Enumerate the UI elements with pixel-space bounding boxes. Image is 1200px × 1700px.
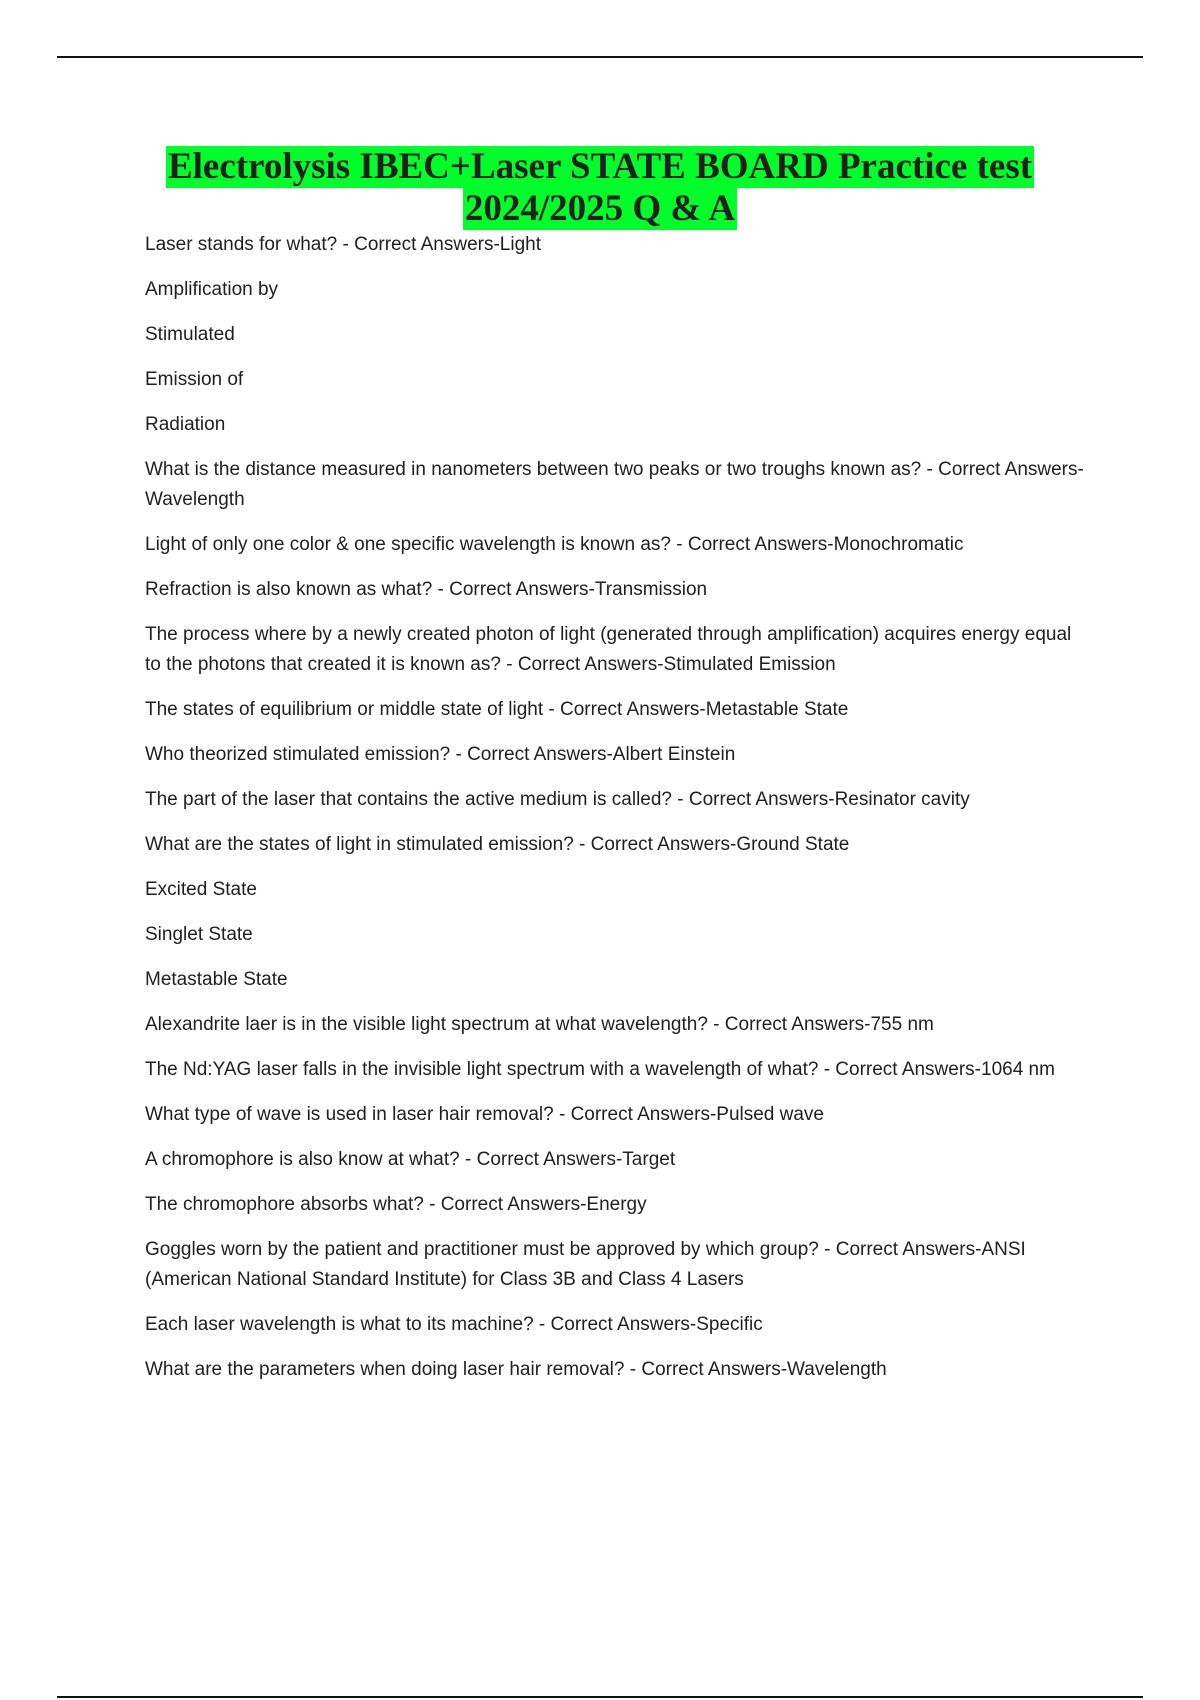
qa-paragraph: Who theorized stimulated emission? - Correct Answers-Albert Einstein bbox=[145, 744, 736, 765]
qa-paragraph: The process where by a newly created photon of light (generated through amplification) acquires energy equal to the photons that created it is known as? - Correct Answers-Stimulated Emission bbox=[145, 624, 1072, 675]
qa-paragraph: Metastable State bbox=[145, 969, 288, 990]
qa-paragraph: Goggles worn by the patient and practitioner must be approved by which group? - Correct Answers-ANSI (American National Standard Institute) for Class 3B and Class 4 Lasers bbox=[145, 1239, 1026, 1290]
qa-paragraph: Emission of bbox=[145, 369, 244, 390]
qa-paragraph: Excited State bbox=[145, 879, 257, 900]
qa-paragraph: Light of only one color & one specific wavelength is known as? - Correct Answers-Monochromatic bbox=[145, 534, 964, 555]
bottom-rule bbox=[57, 1696, 1143, 1698]
qa-paragraph: What is the distance measured in nanometers between two peaks or two troughs known as? - Correct Answers-Wavelength bbox=[145, 459, 1084, 510]
qa-paragraph: The states of equilibrium or middle state of light - Correct Answers-Metastable State bbox=[145, 699, 849, 720]
qa-paragraph: What are the states of light in stimulated emission? - Correct Answers-Ground State bbox=[145, 834, 850, 855]
qa-paragraph: Each laser wavelength is what to its machine? - Correct Answers-Specific bbox=[145, 1314, 763, 1335]
qa-body bbox=[145, 230, 1090, 1400]
title-line-2: 2024/2025 Q & A bbox=[464, 188, 736, 229]
qa-paragraph: The chromophore absorbs what? - Correct Answers-Energy bbox=[145, 1194, 647, 1215]
qa-paragraph: Laser stands for what? - Correct Answers-Light bbox=[145, 234, 542, 255]
document-title bbox=[60, 146, 1140, 230]
top-rule bbox=[57, 56, 1143, 58]
qa-paragraph: Stimulated bbox=[145, 324, 235, 345]
qa-paragraph: What type of wave is used in laser hair removal? - Correct Answers-Pulsed wave bbox=[145, 1104, 824, 1125]
title-line-1: Electrolysis IBEC+Laser STATE BOARD Practice test bbox=[167, 146, 1033, 187]
qa-paragraph: A chromophore is also know at what? - Correct Answers-Target bbox=[145, 1149, 676, 1170]
qa-paragraph: What are the parameters when doing laser hair removal? - Correct Answers-Wavelength bbox=[145, 1359, 887, 1380]
qa-paragraph: Alexandrite laer is in the visible light spectrum at what wavelength? - Correct Answers-755 nm bbox=[145, 1014, 934, 1035]
qa-paragraph: Singlet State bbox=[145, 924, 253, 945]
qa-paragraph: Amplification by bbox=[145, 279, 279, 300]
qa-paragraph: Refraction is also known as what? - Correct Answers-Transmission bbox=[145, 579, 708, 600]
qa-paragraph: The Nd:YAG laser falls in the invisible light spectrum with a wavelength of what? - Correct Answers-1064 nm bbox=[145, 1059, 1055, 1080]
qa-paragraph: Radiation bbox=[145, 414, 226, 435]
qa-paragraph: The part of the laser that contains the active medium is called? - Correct Answers-Resinator cavity bbox=[145, 789, 970, 810]
